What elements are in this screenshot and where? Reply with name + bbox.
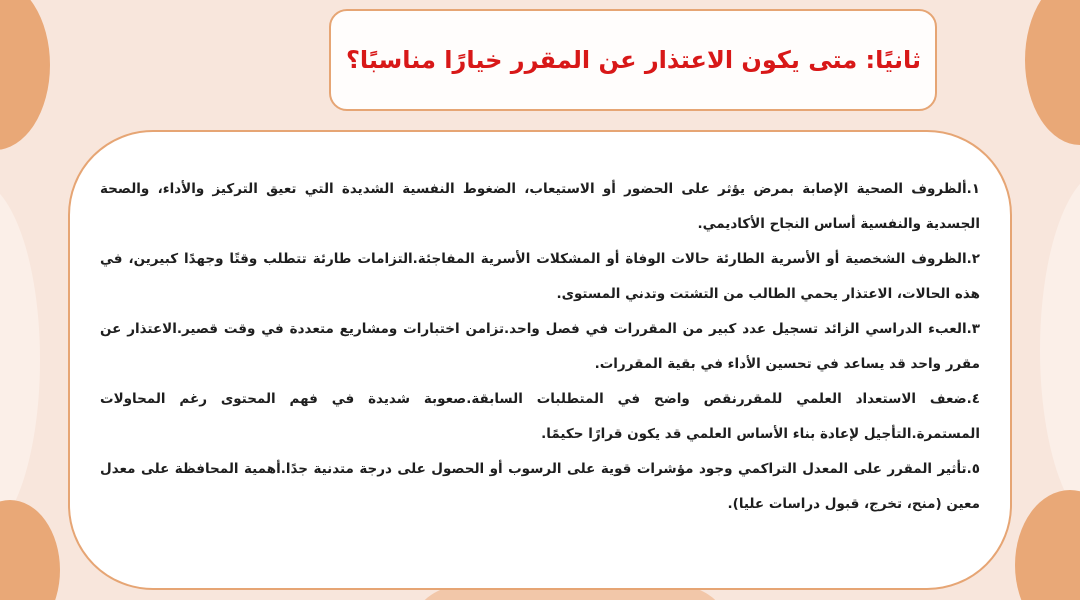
decorative-shape	[1040, 170, 1080, 530]
decorative-shape	[0, 180, 40, 540]
title-box	[329, 9, 937, 111]
list-item-4: ٤.ضعف الاستعداد العلمي للمقررنقص واضح في المتطلبات السابقة.صعوبة شديدة في فهم المحتوى رغم المحاولات المستمرة.التأجيل لإعادة بناء الأساس العلمي قد يكون قرارًا حكيمًا.	[100, 391, 980, 442]
list-item-3: ٣.العبء الدراسي الزائد تسجيل عدد كبير من المقررات في فصل واحد.تزامن اختبارات ومشاريع متعددة في وقت قصير.الاعتذار عن مقرر واحد قد يساعد في تحسين الأداء في بقية المقررات.	[100, 321, 980, 372]
decorative-shape	[1025, 0, 1080, 145]
list-item-2: ٢.الظروف الشخصية أو الأسرية الطارئة حالات الوفاة أو المشكلات الأسرية المفاجئة.التزامات طارئة تتطلب وقتًا وجهدًا كبيرين، في هذه الحالات، الاعتذار يحمي الطالب من التشتت وتدني المستوى.	[100, 251, 980, 302]
content-box	[68, 130, 1012, 590]
decorative-shape	[0, 500, 60, 600]
bottom-strip	[0, 600, 1080, 613]
slide-title: ثانيًا: متى يكون الاعتذار عن المقرر خيارًا مناسبًا؟	[345, 46, 921, 74]
decorative-shape	[1015, 490, 1080, 600]
list-item-5: ٥.تأثير المقرر على المعدل التراكمي وجود مؤشرات قوية على الرسوب أو الحصول على درجة متدنية جدًا.أهمية المحافظة على معدل معين (منح، تخرج، قبول دراسات عليا).	[100, 461, 980, 512]
decorative-shape	[0, 0, 50, 150]
list-item-1: ١.ألظروف الصحية الإصابة بمرض يؤثر على الحضور أو الاستيعاب، الضغوط النفسية الشديدة التي تعيق التركيز والأداء، والصحة الجسدية والنفسية أساس النجاح الأكاديمي.	[100, 181, 980, 232]
